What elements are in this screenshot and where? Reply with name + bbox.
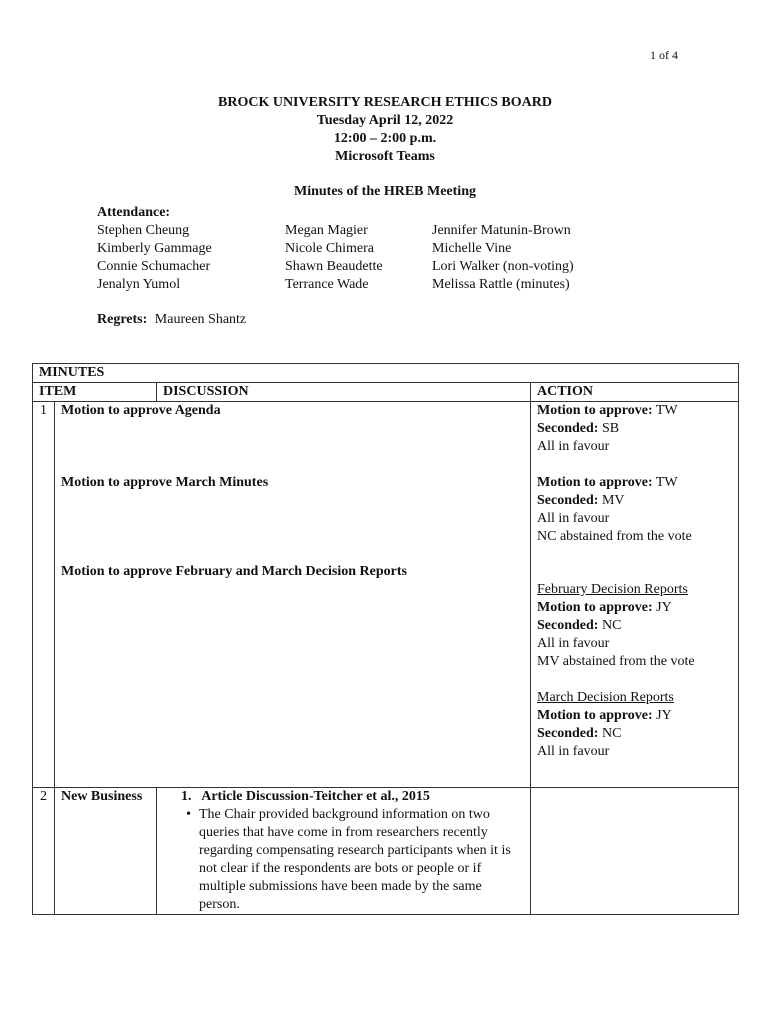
attendee: Kimberly Gammage [97, 241, 212, 256]
attendance-section [97, 204, 574, 292]
item-action [531, 788, 739, 915]
action-mar-reports: March Decision Reports Motion to approve: JY Seconded: NC All in favour [537, 690, 674, 759]
attendance-column-1 [97, 222, 212, 294]
meeting-time: 12:00 – 2:00 p.m. [333, 131, 437, 146]
attendee: Terrance Wade [285, 277, 369, 292]
meeting-venue: Microsoft Teams [335, 149, 435, 164]
item-topic: New Business [55, 788, 157, 915]
item-discussion [157, 788, 531, 915]
bullet-icon: • [186, 807, 191, 822]
meeting-date: Tuesday April 12, 2022 [316, 113, 454, 128]
attendance-label: Attendance: [97, 205, 171, 220]
regrets-label: Regrets: [97, 312, 148, 327]
bullet-point [163, 806, 524, 914]
attendee: Jennifer Matunin-Brown [432, 223, 571, 238]
table-header-row [33, 383, 739, 402]
table-row [33, 788, 739, 915]
subitem-title: 1. Article Discussion-Teitcher et al., 2015 [181, 789, 430, 804]
header-discussion: DISCUSSION [157, 383, 531, 402]
attendee: Stephen Cheung [97, 223, 190, 238]
attendee: Lori Walker (non-voting) [432, 259, 574, 274]
attendee: Connie Schumacher [97, 259, 211, 274]
header-item: ITEM [33, 383, 157, 402]
attendee: Melissa Rattle (minutes) [432, 277, 570, 292]
bullet-text: The Chair provided background information on two queries that have come in from researchers recently regarding compensating research participants when it is not clear if the respondents are bots or people or if multiple submissions have been made by the same person. [199, 807, 511, 912]
action-minutes: Motion to approve: TW Seconded: MV All in favour NC abstained from the vote [537, 475, 692, 544]
document-title: Minutes of the HREB Meeting [294, 184, 476, 199]
attendee: Jenalyn Yumol [97, 277, 181, 292]
item-number: 1 [33, 402, 55, 788]
table-title: MINUTES [33, 364, 739, 383]
minutes-table [32, 363, 739, 915]
item-discussion [55, 402, 531, 788]
regrets-names: Maureen Shantz [154, 312, 247, 327]
motion-agenda: Motion to approve Agenda [61, 403, 221, 418]
attendance-column-2 [285, 222, 383, 294]
motion-minutes: Motion to approve March Minutes [61, 475, 269, 490]
document-header [0, 94, 770, 166]
org-name: BROCK UNIVERSITY RESEARCH ETHICS BOARD [218, 95, 552, 110]
page-number: 1 of 4 [650, 48, 678, 62]
attendee: Shawn Beaudette [285, 259, 383, 274]
attendance-column-3 [432, 222, 574, 294]
item-number: 2 [33, 788, 55, 915]
action-agenda: Motion to approve: TW Seconded: SB All in favour [537, 403, 678, 454]
motion-reports: Motion to approve February and March Decision Reports [61, 564, 407, 579]
header-action: ACTION [531, 383, 739, 402]
action-feb-reports: February Decision Reports Motion to approve: JY Seconded: NC All in favour MV abstained from the vote [537, 582, 695, 669]
regrets-line [97, 311, 246, 329]
attendee: Michelle Vine [432, 241, 512, 256]
attendee: Megan Magier [285, 223, 368, 238]
attendee: Nicole Chimera [285, 241, 375, 256]
item-action [531, 402, 739, 788]
table-row [33, 402, 739, 788]
